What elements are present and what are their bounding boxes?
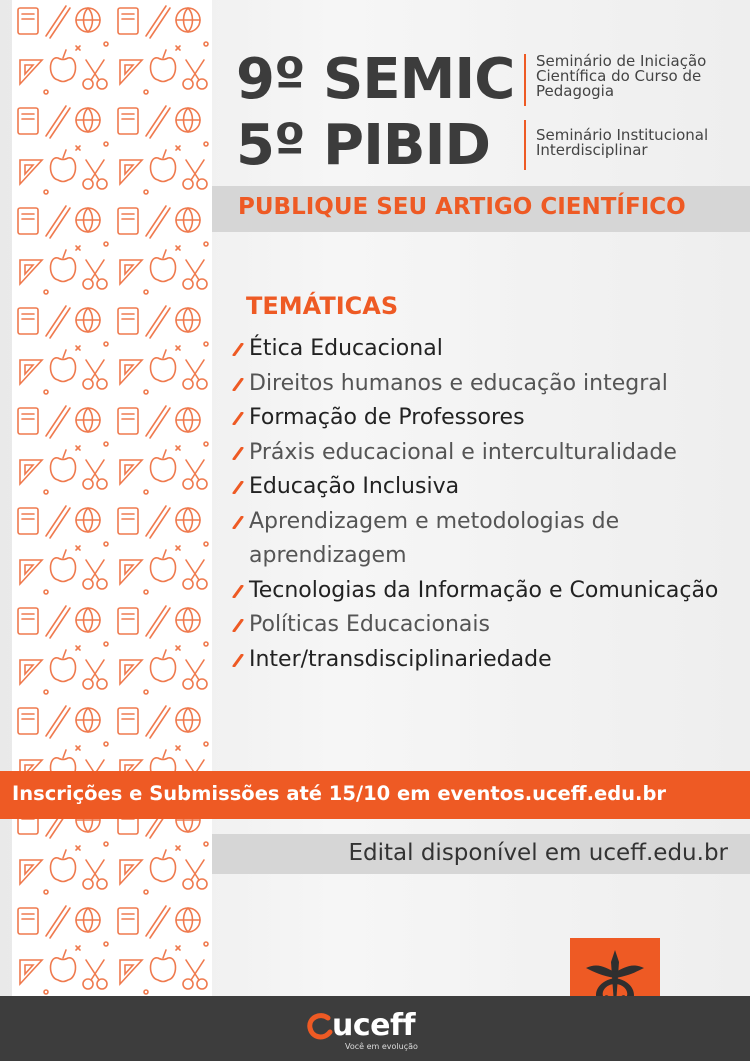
theme-item-continuation bbox=[232, 539, 750, 574]
theme-label: Educação Inclusiva bbox=[249, 474, 460, 499]
event-subtitle-pibid: Seminário Institucional Interdisciplinar bbox=[536, 126, 709, 159]
edital-banner bbox=[212, 834, 750, 874]
pencil-icon bbox=[232, 654, 244, 667]
theme-label: Direitos humanos e educação integral bbox=[249, 370, 668, 396]
title-divider bbox=[524, 120, 526, 170]
pencil-icon bbox=[232, 516, 244, 529]
theme-item bbox=[232, 643, 750, 678]
call-to-action-banner bbox=[212, 186, 750, 232]
theme-item bbox=[232, 436, 750, 471]
call-to-action-text: PUBLIQUE SEU ARTIGO CIENTÍFICO bbox=[238, 194, 686, 220]
pencil-icon bbox=[232, 447, 244, 460]
pencil-icon bbox=[232, 412, 244, 425]
theme-item bbox=[232, 608, 750, 643]
pencil-icon bbox=[232, 481, 244, 494]
theme-label: Ética Educacional bbox=[249, 336, 443, 361]
theme-label: Tecnologias da Informação e Comunicação bbox=[249, 577, 719, 603]
theme-item bbox=[232, 332, 750, 367]
school-doodle-pattern bbox=[12, 0, 212, 996]
theme-label: Inter/transdisciplinariedade bbox=[249, 646, 552, 672]
theme-label: aprendizagem bbox=[249, 543, 407, 568]
theme-list bbox=[232, 332, 750, 677]
uceff-logo-swoosh bbox=[306, 1012, 334, 1042]
pencil-icon bbox=[232, 585, 244, 598]
pencil-icon bbox=[232, 378, 244, 391]
event-title-semic: 9º SEMIC bbox=[236, 47, 515, 112]
edital-text: Edital disponível em uceff.edu.br bbox=[348, 840, 728, 866]
footer-bar bbox=[0, 996, 750, 1061]
theme-item bbox=[232, 367, 750, 402]
uceff-logo bbox=[306, 1008, 456, 1054]
event-subtitle-semic: Seminário de Iniciação Científica do Curso de Pedagogia bbox=[536, 52, 707, 100]
theme-label: Aprendizagem e metodologias de bbox=[249, 508, 620, 534]
logo-name: uceff bbox=[332, 1008, 416, 1043]
registration-text: Inscrições e Submissões até 15/10 em eventos.uceff.edu.br bbox=[12, 782, 667, 805]
themes-heading: TEMÁTICAS bbox=[246, 292, 399, 320]
theme-label: Formação de Professores bbox=[249, 405, 525, 430]
pencil-icon bbox=[232, 343, 244, 356]
title-divider bbox=[524, 54, 526, 106]
event-header bbox=[236, 48, 736, 178]
theme-label: Práxis educacional e interculturalidade bbox=[249, 439, 677, 465]
logo-tagline: Você em evolução bbox=[345, 1042, 418, 1051]
theme-item bbox=[232, 401, 750, 436]
theme-label: Políticas Educacionais bbox=[249, 612, 490, 637]
event-title-pibid: 5º PIBID bbox=[236, 113, 490, 178]
registration-banner bbox=[0, 771, 750, 819]
theme-item bbox=[232, 470, 750, 505]
theme-item bbox=[232, 505, 750, 540]
pencil-icon bbox=[232, 619, 244, 632]
theme-item bbox=[232, 574, 750, 609]
